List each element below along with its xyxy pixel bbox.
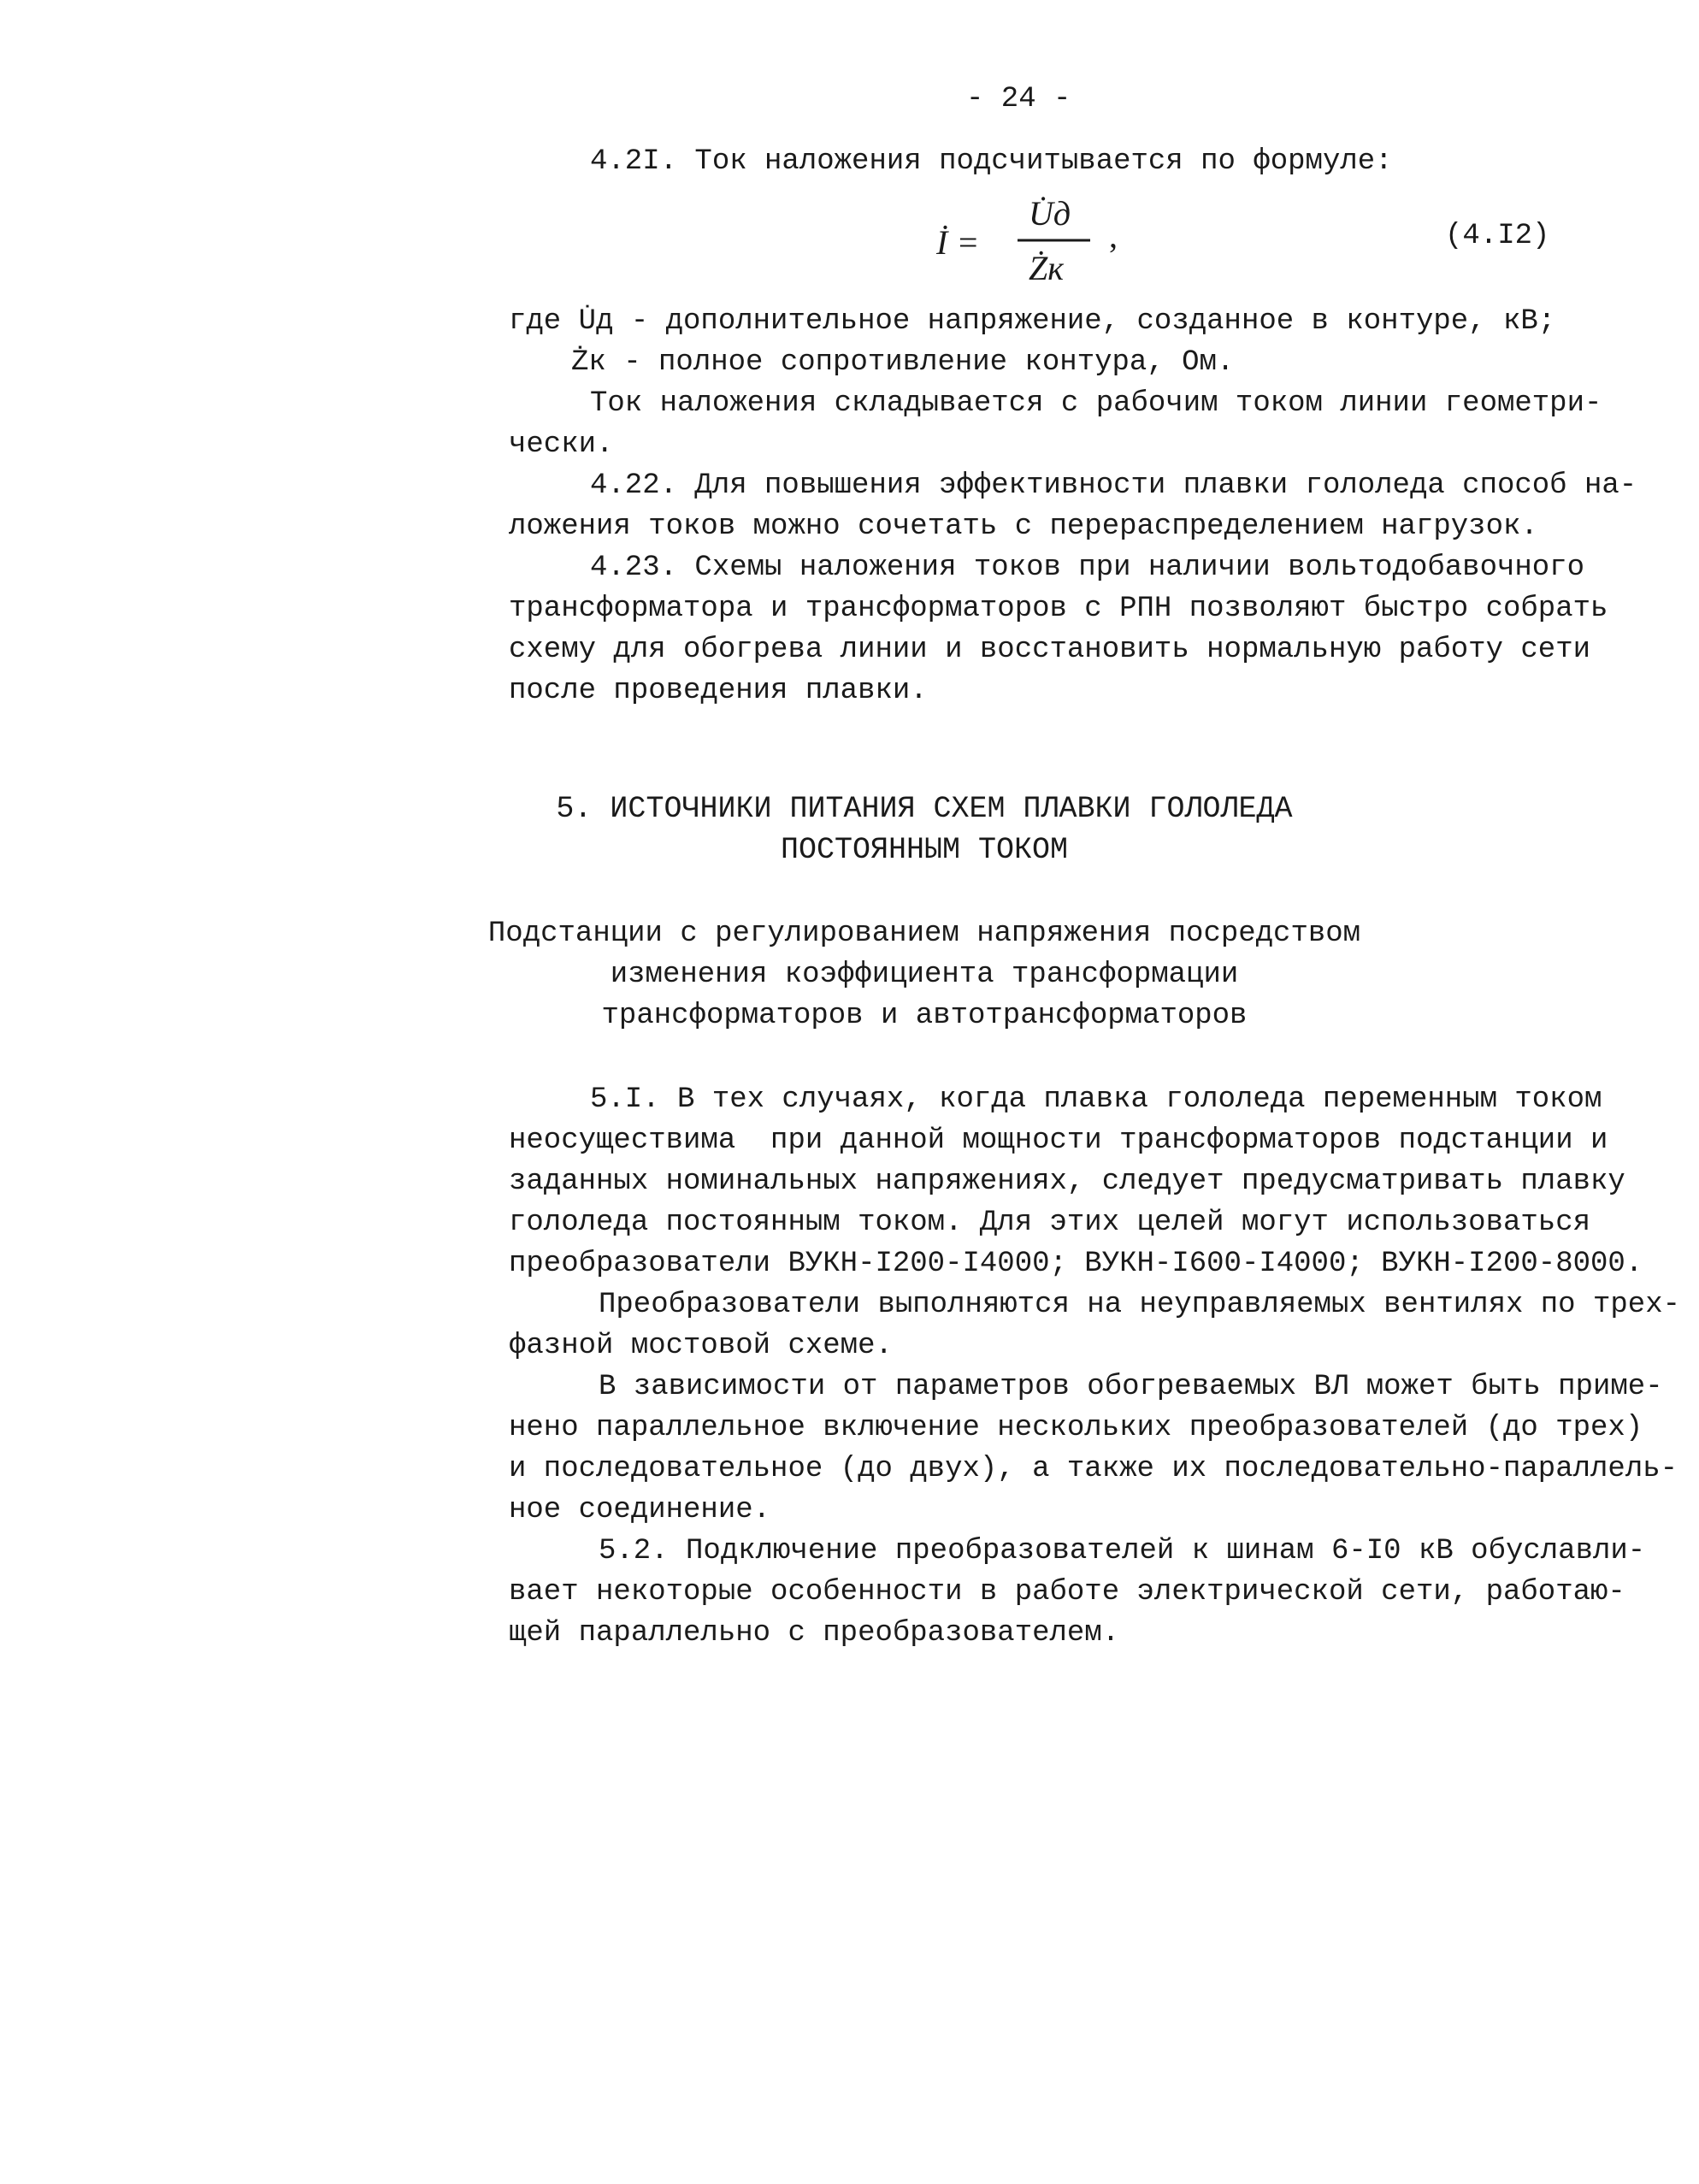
paragraph-line: трансформатора и трансформаторов с РПН позволяют быстро собрать [509, 593, 1608, 625]
formula-numerator: U̇д [1029, 194, 1071, 233]
paragraph-line: В зависимости от параметров обогреваемых ВЛ может быть приме- [599, 1371, 1663, 1403]
paragraph-line: нено параллельное включение нескольких преобразователей (до трех) [509, 1412, 1643, 1444]
page-number: - 24 - [966, 83, 1071, 115]
paragraph-line: фазной мостовой схеме. [509, 1330, 893, 1362]
paragraph-line: после проведения плавки. [509, 675, 928, 707]
paragraph-line: 4.22. Для повышения эффективности плавки гололеда способ на- [590, 469, 1637, 502]
subsection-title: изменения коэффициента трансформации [610, 959, 1239, 991]
paragraph-line: ложения токов можно сочетать с перераспределением нагрузок. [509, 511, 1538, 543]
section-title: 5. ИСТОЧНИКИ ПИТАНИЯ СХЕМ ПЛАВКИ ГОЛОЛЕДА [556, 792, 1293, 826]
paragraph-line: Преобразователи выполняются на неуправляемых вентилях по трех- [599, 1289, 1681, 1321]
paragraph-line: 5.I. В тех случаях, когда плавка гололеда переменным током [590, 1083, 1602, 1116]
formula-4-12 [928, 175, 1150, 304]
paragraph-line: гололеда постоянным током. Для этих целей могут использоваться [509, 1207, 1591, 1239]
paragraph-line: преобразователи ВУКН-I200-I4000; ВУКН-I600-I4000; ВУКН-I200-8000. [509, 1248, 1643, 1280]
section-title: ПОСТОЯННЫМ ТОКОМ [780, 833, 1069, 867]
para-4-21-intro: 4.2I. Ток наложения подсчитывается по формуле: [590, 145, 1393, 178]
paragraph-line: и последовательное (до двух), а также их последовательно-параллель- [509, 1453, 1678, 1485]
paragraph-line: вает некоторые особенности в работе электрической сети, работаю- [509, 1576, 1625, 1608]
paragraph-line: Ток наложения складывается с рабочим током линии геометри- [590, 387, 1602, 420]
paragraph-line: 5.2. Подключение преобразователей к шинам 6-I0 кВ обуславли- [599, 1535, 1646, 1567]
paragraph-line: щей параллельно с преобразователем. [509, 1617, 1120, 1650]
formula-denominator: Żк [1029, 249, 1064, 287]
definition-line: где U̇д - дополнительное напряжение, созданное в контуре, кВ; [509, 305, 1556, 338]
definition-line: Żк - полное сопротивление контура, Ом. [571, 346, 1235, 379]
formula-comma: , [1109, 216, 1118, 255]
paragraph-line: 4.23. Схемы наложения токов при наличии вольтодобавочного [590, 552, 1584, 584]
formula-lhs: İ = [936, 223, 980, 262]
paragraph-line: неосуществима при данной мощности трансформаторов подстанции и [509, 1124, 1608, 1157]
paragraph-line: чески. [509, 428, 614, 461]
subsection-title: Подстанции с регулированием напряжения посредством [487, 918, 1361, 950]
paragraph-line: заданных номинальных напряжениях, следует предусматривать плавку [509, 1166, 1625, 1198]
equation-number: (4.I2) [1445, 220, 1550, 252]
paragraph-line: схему для обогрева линии и восстановить нормальную работу сети [509, 634, 1591, 666]
paragraph-line: ное соединение. [509, 1494, 771, 1526]
subsection-title: трансформаторов и автотрансформаторов [601, 1000, 1248, 1032]
